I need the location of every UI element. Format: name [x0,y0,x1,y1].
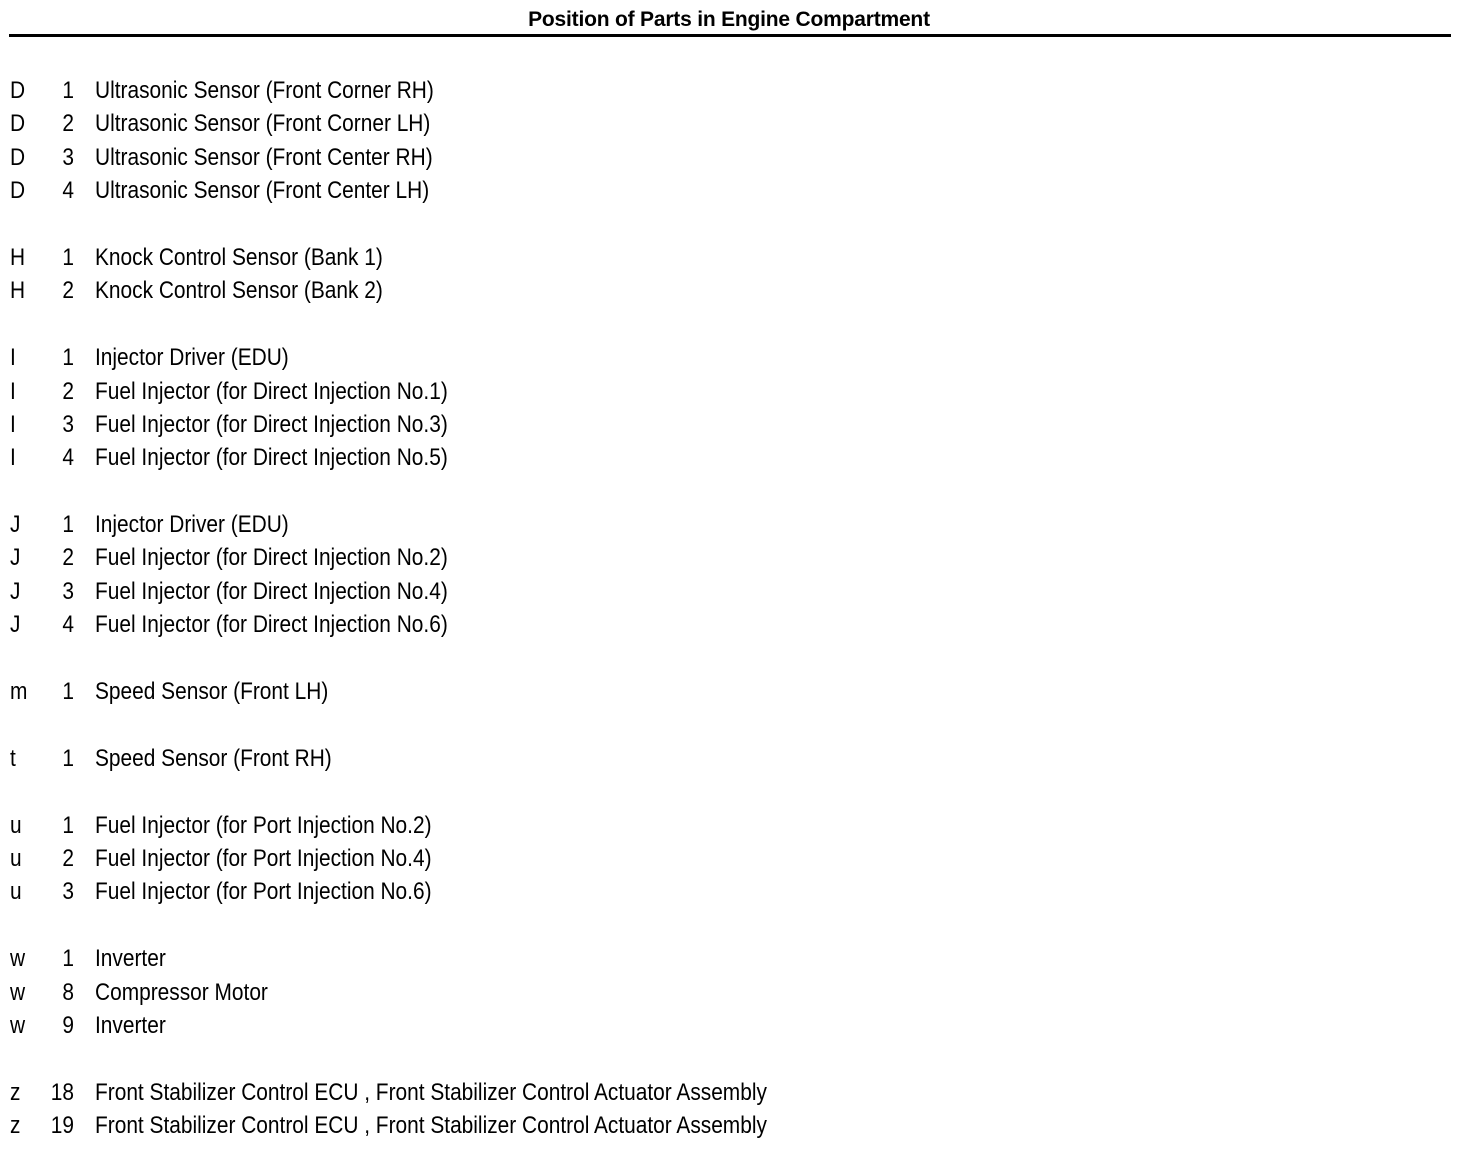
part-number: 4 [62,611,74,639]
part-description: Inverter [95,945,166,973]
part-number: 1 [62,243,74,271]
part-description: Fuel Injector (for Port Injection No.6) [95,878,432,906]
connector-code: w [10,1011,26,1039]
connector-code: u [10,844,22,872]
connector-code: u [10,878,22,906]
connector-code: J [10,544,21,572]
part-row [0,842,1472,875]
part-number: 1 [62,678,74,706]
part-row [0,508,1472,541]
part-number: 2 [62,277,74,305]
part-row [0,274,1472,307]
parts-group [0,508,1472,642]
parts-group [0,341,1472,475]
part-row [0,341,1472,374]
part-description: Compressor Motor [95,978,268,1006]
part-description: Front Stabilizer Control ECU , Front Stabilizer Control Actuator Assembly [95,1112,767,1140]
part-number: 2 [62,377,74,405]
part-number: 19 [50,1112,74,1140]
part-row [0,976,1472,1009]
connector-code: H [10,243,26,271]
part-description: Fuel Injector (for Port Injection No.2) [95,811,432,839]
part-row [0,942,1472,975]
part-number: 2 [62,544,74,572]
connector-code: D [10,177,26,205]
part-row [0,742,1472,775]
part-number: 1 [62,744,74,772]
connector-code: z [10,1078,21,1106]
connector-code: w [10,978,26,1006]
connector-code: z [10,1112,21,1140]
part-row [0,608,1472,641]
title-divider [9,34,1451,37]
part-description: Knock Control Sensor (Bank 1) [95,243,383,271]
part-description: Front Stabilizer Control ECU , Front Stabilizer Control Actuator Assembly [95,1078,767,1106]
part-description: Injector Driver (EDU) [95,344,289,372]
part-row [0,575,1472,608]
parts-group [0,809,1472,909]
parts-group [0,942,1472,1042]
part-description: Speed Sensor (Front RH) [95,744,332,772]
part-description: Fuel Injector (for Direct Injection No.2) [95,544,448,572]
part-row [0,408,1472,441]
part-row [0,74,1472,107]
part-row [0,174,1472,207]
part-description: Inverter [95,1011,166,1039]
part-row [0,675,1472,708]
part-row [0,809,1472,842]
connector-code: J [10,511,21,539]
connector-code: J [10,611,21,639]
part-description: Ultrasonic Sensor (Front Corner RH) [95,77,434,104]
part-number: 4 [62,177,74,205]
part-number: 18 [50,1078,74,1106]
part-number: 1 [62,811,74,839]
part-description: Fuel Injector (for Direct Injection No.4) [95,577,448,605]
part-number: 1 [62,77,74,104]
part-number: 3 [62,577,74,605]
part-row [0,541,1472,574]
part-row [0,875,1472,908]
connector-code: J [10,577,21,605]
connector-code: I [10,377,16,405]
part-description: Speed Sensor (Front LH) [95,678,329,706]
part-number: 1 [62,344,74,372]
part-row [0,1109,1472,1142]
part-number: 1 [62,945,74,973]
connector-code: I [10,344,16,372]
part-number: 3 [62,143,74,171]
part-row [0,441,1472,474]
part-number: 9 [62,1011,74,1039]
part-description: Ultrasonic Sensor (Front Corner LH) [95,110,431,138]
connector-code: D [10,143,26,171]
parts-group [0,74,1472,208]
part-row [0,1009,1472,1042]
part-row [0,241,1472,274]
part-number: 1 [62,511,74,539]
parts-group [0,675,1472,708]
part-description: Ultrasonic Sensor (Front Center RH) [95,143,433,171]
part-description: Fuel Injector (for Direct Injection No.6) [95,611,448,639]
parts-group [0,1076,1472,1143]
connector-code: t [10,744,16,772]
page-title: Position of Parts in Engine Compartment [528,8,930,31]
connector-code: m [10,678,28,706]
part-description: Fuel Injector (for Port Injection No.4) [95,844,432,872]
part-description: Fuel Injector (for Direct Injection No.3) [95,410,448,438]
part-description: Fuel Injector (for Direct Injection No.1) [95,377,448,405]
connector-code: D [10,77,26,104]
connector-code: w [10,945,26,973]
part-description: Injector Driver (EDU) [95,511,289,539]
part-description: Ultrasonic Sensor (Front Center LH) [95,177,430,205]
part-description: Knock Control Sensor (Bank 2) [95,277,383,305]
part-row [0,1076,1472,1109]
part-number: 2 [62,110,74,138]
part-number: 3 [62,410,74,438]
part-number: 8 [62,978,74,1006]
parts-list [0,74,1472,1176]
part-row [0,107,1472,140]
connector-code: u [10,811,22,839]
part-row [0,141,1472,174]
connector-code: H [10,277,26,305]
connector-code: D [10,110,26,138]
parts-group [0,742,1472,775]
connector-code: I [10,444,16,472]
part-number: 3 [62,878,74,906]
connector-code: I [10,410,16,438]
parts-group [0,241,1472,308]
part-row [0,375,1472,408]
part-number: 2 [62,844,74,872]
part-number: 4 [62,444,74,472]
part-description: Fuel Injector (for Direct Injection No.5) [95,444,448,472]
